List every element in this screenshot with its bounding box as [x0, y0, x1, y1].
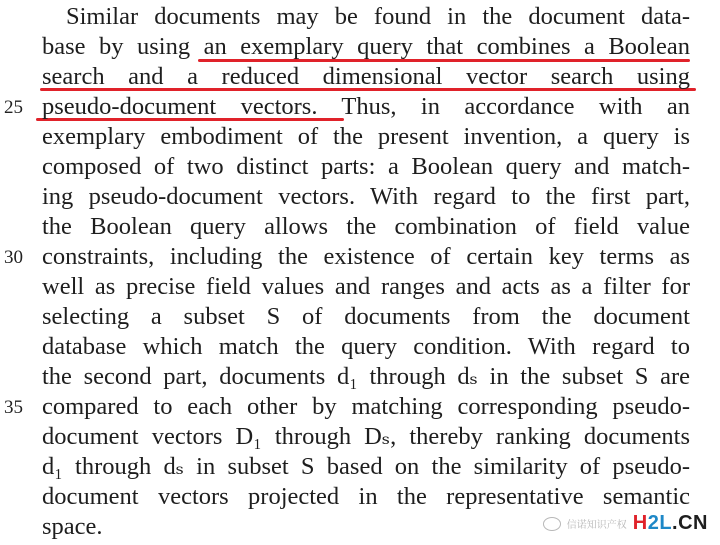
watermark-subtext: 信诺知识产权	[566, 520, 627, 531]
line-number: 35	[4, 397, 23, 418]
logo-part-cn: .CN	[672, 512, 708, 534]
text-line: well as precise field values and ranges and acts as a filter for	[42, 273, 690, 300]
text-line: compared to each other by matching corresponding pseudo-	[42, 393, 690, 420]
text-line: the second part, documents d₁ through dₛ in the subset S are	[42, 363, 690, 390]
text-line: document vectors D₁ through Dₛ, thereby ranking documents	[42, 423, 690, 450]
text-line: selecting a subset S of documents from the document	[42, 303, 690, 330]
logo-part-h: H	[632, 512, 648, 534]
text-line: the Boolean query allows the combination of field value	[42, 213, 690, 240]
text-line: ing pseudo-document vectors. With regard to the first part,	[42, 183, 690, 210]
logo-part-2l: 2L	[647, 512, 673, 534]
text-line: composed of two distinct parts: a Boolean query and match-	[42, 153, 690, 180]
line-number: 25	[4, 97, 23, 118]
watermark-logo	[633, 512, 708, 535]
text-line: Similar documents may be found in the document data-	[66, 3, 690, 30]
text-line: pseudo-document vectors. Thus, in accordance with an	[42, 93, 690, 120]
chat-bubble-icon	[543, 517, 561, 531]
text-line: space.	[42, 513, 103, 540]
text-line: database which match the query condition. With regard to	[42, 333, 690, 360]
text-line: base by using an exemplary query that combines a Boolean	[42, 33, 690, 60]
watermark	[543, 512, 708, 535]
line-number: 30	[4, 247, 23, 268]
text-line: d₁ through dₛ in subset S based on the similarity of pseudo-	[42, 453, 690, 480]
text-line: search and a reduced dimensional vector search using	[42, 63, 690, 90]
text-line: document vectors projected in the representative semantic	[42, 483, 690, 510]
text-line: constraints, including the existence of certain key terms as	[42, 243, 690, 270]
text-line: exemplary embodiment of the present invention, a query is	[42, 123, 690, 150]
